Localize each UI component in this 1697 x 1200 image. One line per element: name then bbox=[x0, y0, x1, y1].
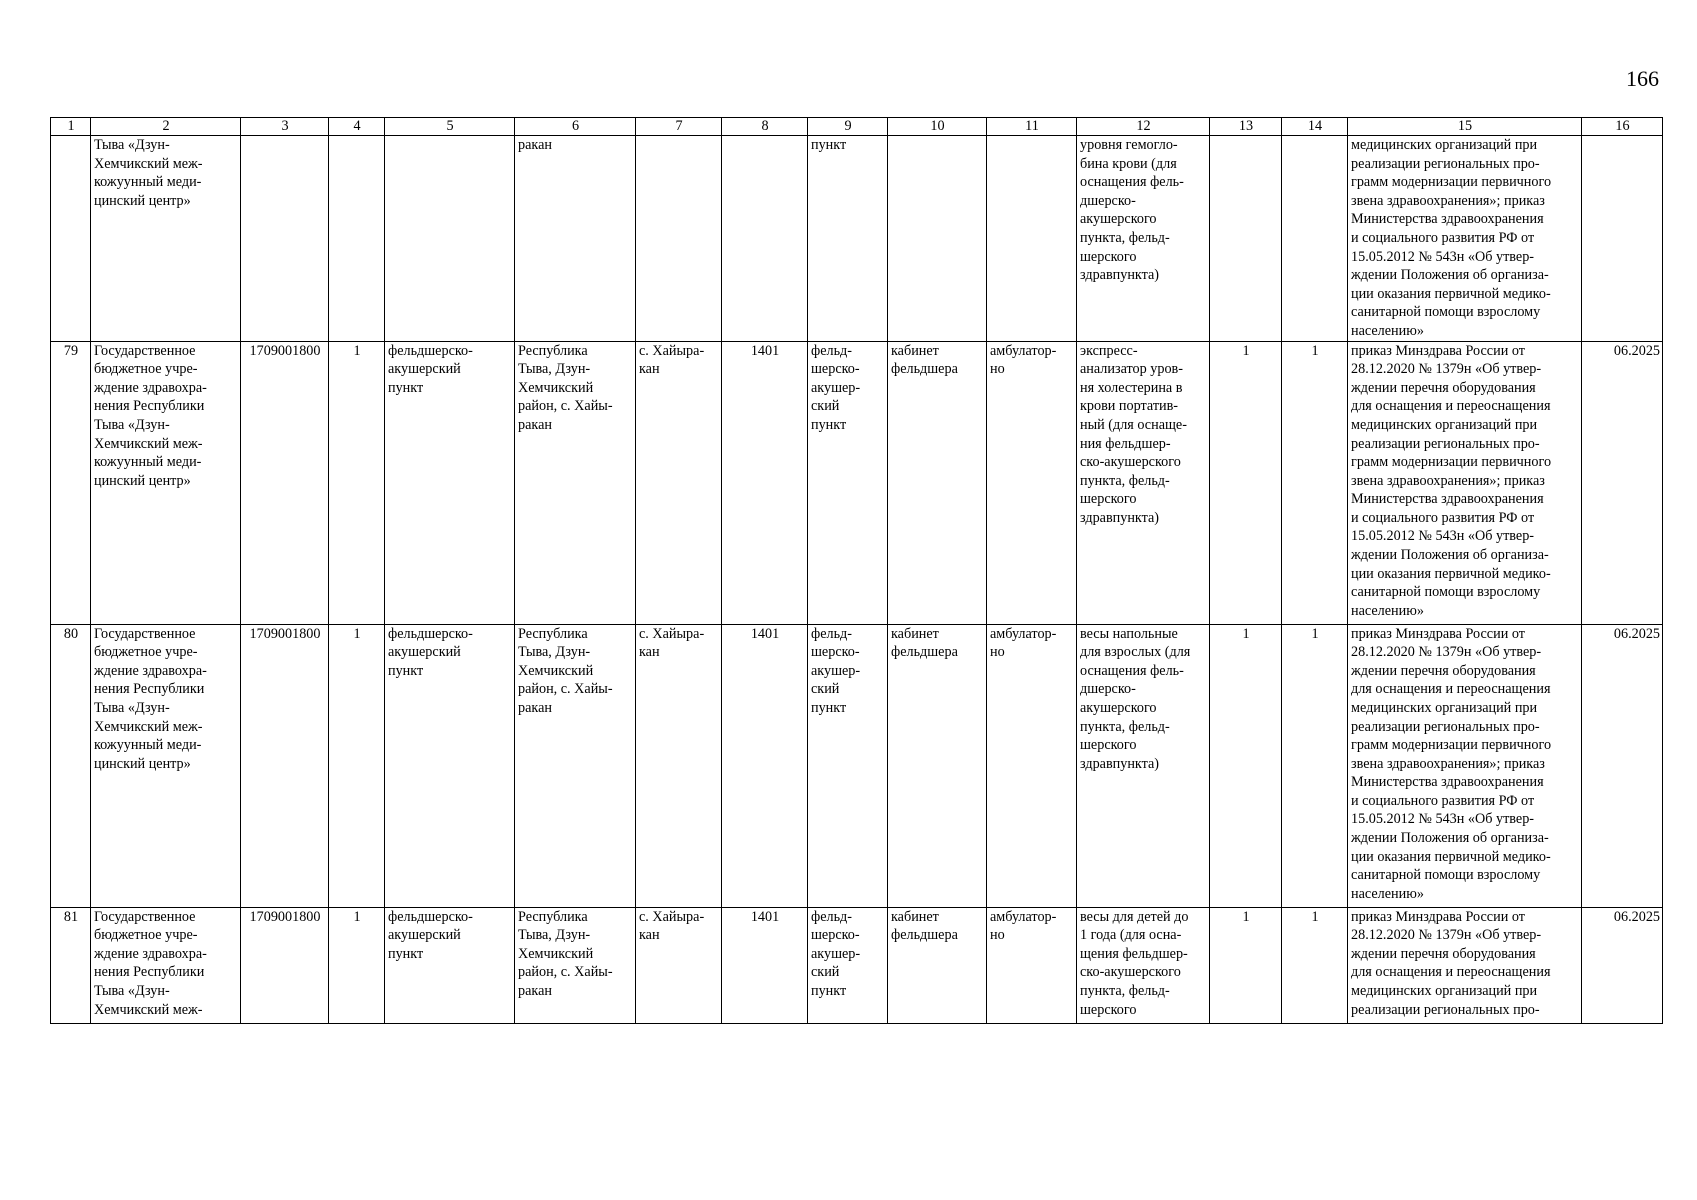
cell-basis: медицинских организаций при реализации региональных про- грамм модернизации первичного звена здравоохранения»; приказ Министерства здравоохранения и социального развития РФ от 15.05.2012 № 543н «Об утвер- ждении Положения об организа- ции оказания первичной медико- санитарной помощи взрослому населению» bbox=[1348, 136, 1582, 342]
cell-14: 1 bbox=[1282, 341, 1348, 624]
cell-14 bbox=[1282, 136, 1348, 342]
column-header: 16 bbox=[1582, 118, 1663, 136]
column-header: 13 bbox=[1210, 118, 1282, 136]
cell-settlement: с. Хайыра- кан bbox=[636, 341, 722, 624]
cell-date bbox=[1582, 136, 1663, 342]
cell-type: фельдшерско- акушерский пункт bbox=[385, 907, 515, 1023]
cell-room: кабинет фельдшера bbox=[888, 624, 987, 907]
page-number: 166 bbox=[1626, 66, 1659, 91]
cell-type: фельдшерско- акушерский пункт bbox=[385, 341, 515, 624]
cell-settlement: с. Хайыра- кан bbox=[636, 907, 722, 1023]
cell-date: 06.2025 bbox=[1582, 341, 1663, 624]
column-header: 6 bbox=[515, 118, 636, 136]
cell-org: Государственное бюджетное учре- ждение здравохра- нения Республики Тыва «Дзун- Хемчикский меж- кожуунный меди- цинский центр» bbox=[91, 624, 241, 907]
cell-address: Республика Тыва, Дзун- Хемчикский район, с. Хайы- ракан bbox=[515, 624, 636, 907]
cell-qty: 1 bbox=[329, 624, 385, 907]
cell-13 bbox=[1210, 136, 1282, 342]
cell-address: ракан bbox=[515, 136, 636, 342]
cell-struct: фельд- шерско- акушер- ский пункт bbox=[808, 907, 888, 1023]
cell-qty: 1 bbox=[329, 341, 385, 624]
cell-equipment: весы для детей до 1 года (для осна- щения фельдшер- ско-акушерского пункта, фельд- шерского bbox=[1077, 907, 1210, 1023]
cell-equipment: уровня гемогло- бина крови (для оснащения фель- дшерско- акушерского пункта, фельд- шерского здравпункта) bbox=[1077, 136, 1210, 342]
cell-14: 1 bbox=[1282, 907, 1348, 1023]
cell-13: 1 bbox=[1210, 907, 1282, 1023]
cell-oktmo bbox=[722, 136, 808, 342]
cell-equipment: экспресс- анализатор уров- ня холестерина в крови портатив- ный (для оснаще- ния фельдшер- ско-акушерского пункта, фельд- шерского здравпункта) bbox=[1077, 341, 1210, 624]
cell-basis: приказ Минздрава России от 28.12.2020 № 1379н «Об утвер- ждении перечня оборудования для оснащения и переоснащения медицинских организаций при реализации региональных про- bbox=[1348, 907, 1582, 1023]
column-header: 5 bbox=[385, 118, 515, 136]
cell-settlement bbox=[636, 136, 722, 342]
column-header: 11 bbox=[987, 118, 1077, 136]
table-row bbox=[51, 907, 1663, 1023]
cell-num: 80 bbox=[51, 624, 91, 907]
cell-basis: приказ Минздрава России от 28.12.2020 № 1379н «Об утвер- ждении перечня оборудования для оснащения и переоснащения медицинских организаций при реализации региональных про- грамм модернизации первичного звена здравоохранения»; приказ Министерства здравоохранения и социального развития РФ от 15.05.2012 № 543н «Об утвер- ждении Положения об организа- ции оказания первичной медико- санитарной помощи взрослому населению» bbox=[1348, 341, 1582, 624]
cell-qty bbox=[329, 136, 385, 342]
cell-code: 1709001800 bbox=[241, 624, 329, 907]
cell-care: амбулатор- но bbox=[987, 624, 1077, 907]
column-header: 1 bbox=[51, 118, 91, 136]
table-row bbox=[51, 341, 1663, 624]
column-header: 15 bbox=[1348, 118, 1582, 136]
table-row-continued bbox=[51, 136, 1663, 342]
cell-oktmo: 1401 bbox=[722, 624, 808, 907]
cell-code: 1709001800 bbox=[241, 341, 329, 624]
cell-org: Государственное бюджетное учре- ждение здравохра- нения Республики Тыва «Дзун- Хемчикский меж- кожуунный меди- цинский центр» bbox=[91, 341, 241, 624]
cell-num: 79 bbox=[51, 341, 91, 624]
cell-struct: фельд- шерско- акушер- ский пункт bbox=[808, 341, 888, 624]
cell-num bbox=[51, 136, 91, 342]
cell-org: Государственное бюджетное учре- ждение здравохра- нения Республики Тыва «Дзун- Хемчикский меж- bbox=[91, 907, 241, 1023]
cell-basis: приказ Минздрава России от 28.12.2020 № 1379н «Об утвер- ждении перечня оборудования для оснащения и переоснащения медицинских организаций при реализации региональных про- грамм модернизации первичного звена здравоохранения»; приказ Министерства здравоохранения и социального развития РФ от 15.05.2012 № 543н «Об утвер- ждении Положения об организа- ции оказания первичной медико- санитарной помощи взрослому населению» bbox=[1348, 624, 1582, 907]
equipment-table bbox=[50, 117, 1663, 1024]
column-header: 3 bbox=[241, 118, 329, 136]
cell-care: амбулатор- но bbox=[987, 341, 1077, 624]
column-header: 4 bbox=[329, 118, 385, 136]
cell-date: 06.2025 bbox=[1582, 907, 1663, 1023]
cell-type: фельдшерско- акушерский пункт bbox=[385, 624, 515, 907]
cell-code: 1709001800 bbox=[241, 907, 329, 1023]
cell-org: Тыва «Дзун- Хемчикский меж- кожуунный меди- цинский центр» bbox=[91, 136, 241, 342]
column-header: 10 bbox=[888, 118, 987, 136]
cell-13: 1 bbox=[1210, 624, 1282, 907]
cell-14: 1 bbox=[1282, 624, 1348, 907]
cell-equipment: весы напольные для взрослых (для оснащения фель- дшерско- акушерского пункта, фельд- шерского здравпункта) bbox=[1077, 624, 1210, 907]
cell-num: 81 bbox=[51, 907, 91, 1023]
cell-address: Республика Тыва, Дзун- Хемчикский район, с. Хайы- ракан bbox=[515, 907, 636, 1023]
cell-13: 1 bbox=[1210, 341, 1282, 624]
column-header: 7 bbox=[636, 118, 722, 136]
cell-oktmo: 1401 bbox=[722, 341, 808, 624]
column-header: 8 bbox=[722, 118, 808, 136]
table-row bbox=[51, 624, 1663, 907]
column-header: 2 bbox=[91, 118, 241, 136]
column-header: 14 bbox=[1282, 118, 1348, 136]
column-header: 9 bbox=[808, 118, 888, 136]
cell-room: кабинет фельдшера bbox=[888, 341, 987, 624]
cell-room bbox=[888, 136, 987, 342]
cell-date: 06.2025 bbox=[1582, 624, 1663, 907]
cell-address: Республика Тыва, Дзун- Хемчикский район, с. Хайы- ракан bbox=[515, 341, 636, 624]
cell-care: амбулатор- но bbox=[987, 907, 1077, 1023]
cell-settlement: с. Хайыра- кан bbox=[636, 624, 722, 907]
cell-qty: 1 bbox=[329, 907, 385, 1023]
cell-oktmo: 1401 bbox=[722, 907, 808, 1023]
cell-struct: фельд- шерско- акушер- ский пункт bbox=[808, 624, 888, 907]
cell-type bbox=[385, 136, 515, 342]
cell-care bbox=[987, 136, 1077, 342]
header-row bbox=[51, 118, 1663, 136]
cell-code bbox=[241, 136, 329, 342]
column-header: 12 bbox=[1077, 118, 1210, 136]
cell-struct: пункт bbox=[808, 136, 888, 342]
cell-room: кабинет фельдшера bbox=[888, 907, 987, 1023]
